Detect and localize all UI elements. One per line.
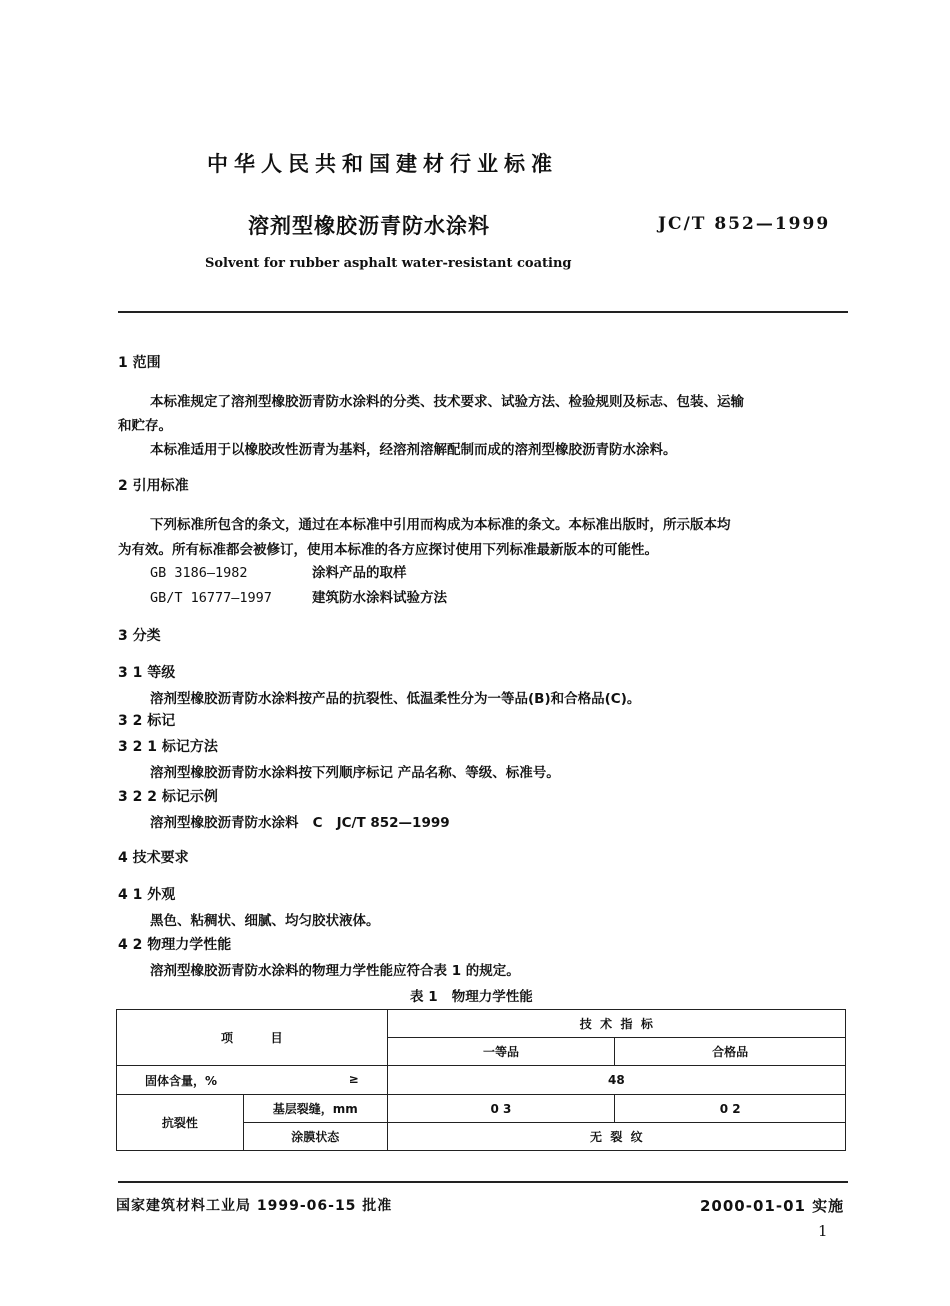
standard-title-cn: 溶剂型橡胶沥青防水涂料 bbox=[248, 214, 490, 238]
table-row-solid-label: 固体含量，% bbox=[145, 1073, 218, 1088]
table-row-solid-value: 48 bbox=[387, 1066, 845, 1095]
table-header-grade-qualified: 合格品 bbox=[615, 1038, 846, 1066]
reference-1 bbox=[150, 561, 407, 581]
table-1-caption: 表 1 物理力学性能 bbox=[410, 989, 533, 1005]
section-3-2-2-heading: 3 2 2 标记示例 bbox=[118, 789, 218, 805]
section-2-heading: 2 引用标准 bbox=[118, 478, 189, 494]
table-row-film-value: 无 裂 纹 bbox=[387, 1123, 845, 1151]
section-3-1-heading: 3 1 等级 bbox=[118, 665, 176, 681]
section-1-paragraph-1b: 和贮存。 bbox=[118, 418, 172, 434]
section-2-paragraph-1a: 下列标准所包含的条文，通过在本标准中引用而构成为本标准的条文。本标准出版时，所示版本均 bbox=[150, 517, 731, 533]
section-4-1-text: 黑色、粘稠状、细腻、均匀胶状液体。 bbox=[150, 913, 380, 929]
section-3-2-2-text: 溶剂型橡胶沥青防水涂料 C JC/T 852—1999 bbox=[150, 815, 450, 831]
table-1 bbox=[116, 1009, 846, 1151]
table-row-solid-content bbox=[117, 1066, 388, 1095]
section-2-paragraph-1b: 为有效。所有标准都会被修订，使用本标准的各方应探讨使用下列标准最新版本的可能性。 bbox=[118, 542, 658, 558]
reference-2-code: GB/T 16777—1997 bbox=[150, 590, 272, 606]
standard-code: JC/T 852—1999 bbox=[658, 214, 831, 234]
reference-1-name: 涂料产品的取样 bbox=[312, 565, 407, 581]
section-3-1-text: 溶剂型橡胶沥青防水涂料按产品的抗裂性、低温柔性分为一等品(B)和合格品(C)。 bbox=[150, 691, 641, 707]
standard-title-en: Solvent for rubber asphalt water-resistant coating bbox=[205, 256, 572, 271]
section-4-heading: 4 技术要求 bbox=[118, 850, 189, 866]
section-4-2-heading: 4 2 物理力学性能 bbox=[118, 937, 232, 953]
header-divider bbox=[118, 311, 848, 313]
section-3-2-heading: 3 2 标记 bbox=[118, 713, 176, 729]
reference-1-code: GB 3186—1982 bbox=[150, 565, 248, 581]
table-row-film-label: 涂膜状态 bbox=[243, 1123, 387, 1151]
table-header-index: 技 术 指 标 bbox=[387, 1010, 845, 1038]
table-header-grade-first: 一等品 bbox=[387, 1038, 615, 1066]
section-1-paragraph-2: 本标准适用于以橡胶改性沥青为基料，经溶剂溶解配制而成的溶剂型橡胶沥青防水涂料。 bbox=[150, 442, 677, 458]
section-3-2-1-text: 溶剂型橡胶沥青防水涂料按下列顺序标记 产品名称、等级、标准号。 bbox=[150, 765, 560, 781]
section-1-paragraph-1a: 本标准规定了溶剂型橡胶沥青防水涂料的分类、技术要求、试验方法、检验规则及标志、包装、运输 bbox=[150, 394, 744, 410]
table-row-crack-first: 0 3 bbox=[387, 1095, 615, 1123]
table-row-crack-label: 基层裂缝，mm bbox=[243, 1095, 387, 1123]
table-header-item: 项 目 bbox=[117, 1010, 388, 1066]
section-1-heading: 1 范围 bbox=[118, 355, 161, 371]
table-group-crack-resistance: 抗裂性 bbox=[117, 1095, 244, 1151]
footer-divider bbox=[118, 1181, 848, 1183]
page-number: 1 bbox=[818, 1222, 828, 1240]
section-3-heading: 3 分类 bbox=[118, 628, 161, 644]
approval-statement: 国家建筑材料工业局 1999-06-15 批准 bbox=[116, 1198, 393, 1214]
reference-2-name: 建筑防水涂料试验方法 bbox=[312, 590, 447, 606]
table-row-crack-qualified: 0 2 bbox=[615, 1095, 846, 1123]
industry-standard-title: 中华人民共和国建材行业标准 bbox=[207, 152, 558, 176]
table-row-solid-operator: ≥ bbox=[348, 1071, 359, 1086]
section-3-2-1-heading: 3 2 1 标记方法 bbox=[118, 739, 218, 755]
section-4-2-text: 溶剂型橡胶沥青防水涂料的物理力学性能应符合表 1 的规定。 bbox=[150, 963, 520, 979]
section-4-1-heading: 4 1 外观 bbox=[118, 887, 176, 903]
effective-date: 2000-01-01 实施 bbox=[700, 1197, 845, 1215]
reference-2 bbox=[150, 586, 447, 606]
